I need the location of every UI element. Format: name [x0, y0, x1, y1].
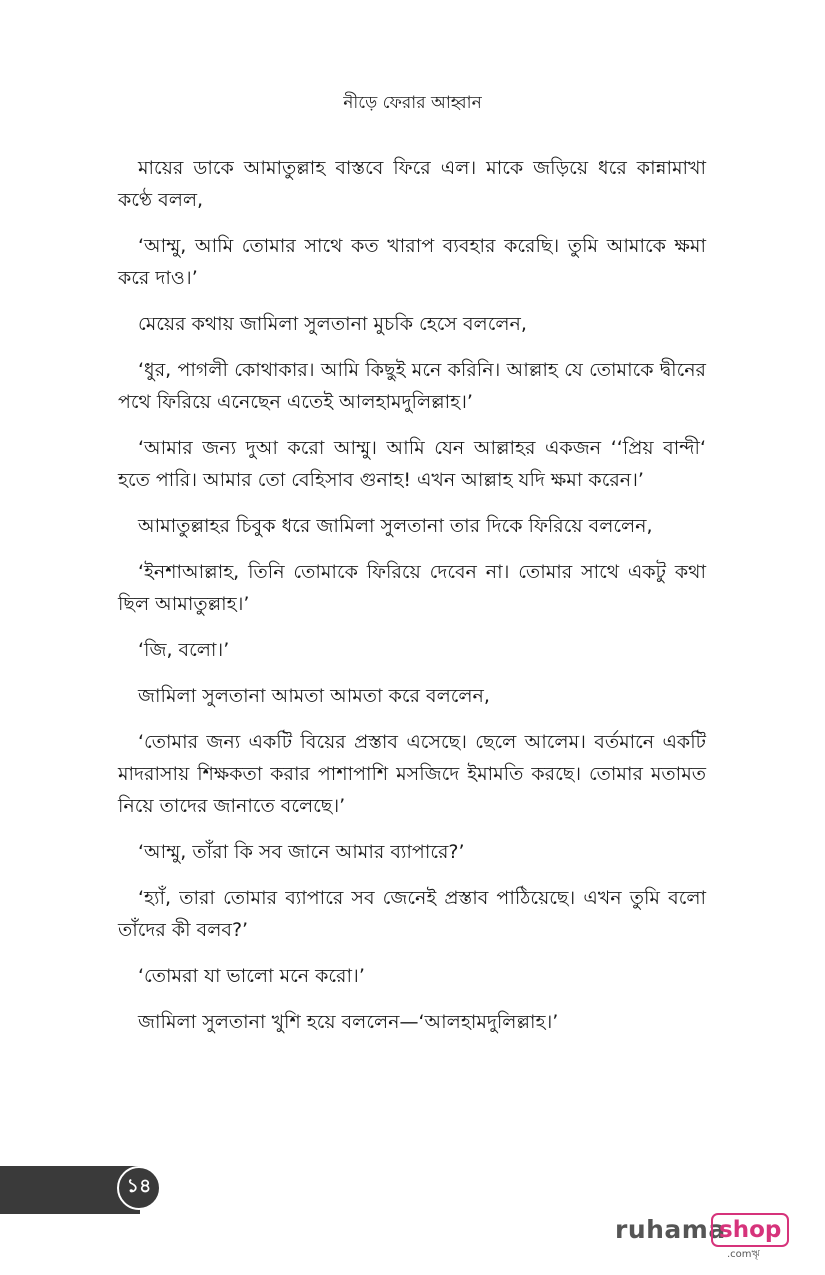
logo-suffix: .comৠ	[727, 1249, 760, 1260]
paragraph: মেয়ের কথায় জামিলা সুলতানা মুচকি হেসে বললেন,	[138, 313, 527, 335]
paragraph: জামিলা সুলতানা আমতা আমতা করে বললেন,	[138, 685, 490, 707]
paragraph: ‘তোমরা যা ভালো মনে করো।’	[138, 965, 365, 987]
paragraph: ‘হ্যাঁ, তারা তোমার ব্যাপারে সব জেনেই প্রস্তাব পাঠিয়েছে। এখন তুমি বলো তাঁদের কী বলব?’	[118, 887, 706, 941]
page-number-badge	[117, 1166, 161, 1210]
paragraph: ‘ইনশাআল্লাহ, তিনি তোমাকে ফিরিয়ে দেবেন না। তোমার সাথে একটু কথা ছিল আমাতুল্লাহ।’	[118, 561, 706, 615]
paragraph: জামিলা সুলতানা খুশি হয়ে বললেন—‘আলহামদুলিল্লাহ।’	[138, 1011, 559, 1033]
logo-brand: ruhama	[615, 1215, 726, 1244]
body-text	[118, 152, 706, 1052]
paragraph: ‘আম্মু, আমি তোমার সাথে কত খারাপ ব্যবহার করেছি। তুমি আমাকে ক্ষমা করে দাও।’	[118, 235, 706, 289]
page-number: ১৪	[126, 1175, 152, 1197]
running-head: নীড়ে ফেরার আহ্বান	[343, 93, 482, 113]
paragraph: ‘ধুর, পাগলী কোথাকার। আমি কিছুই মনে করিনি। আল্লাহ যে তোমাকে দ্বীনের পথে ফিরিয়ে এনেছেন এতেই আলহামদুলিল্লাহ।’	[118, 359, 706, 413]
paragraph: মায়ের ডাকে আমাতুল্লাহ বাস্তবে ফিরে এল। মাকে জড়িয়ে ধরে কান্নামাখা কণ্ঠে বলল,	[118, 157, 706, 211]
paragraph: ‘জি, বলো।’	[138, 639, 230, 661]
paragraph: ‘তোমার জন্য একটি বিয়ের প্রস্তাব এসেছে। ছেলে আলেম। বর্তমানে একটি মাদরাসায় শিক্ষকতা করার পাশাপাশি মসজিদে ইমামতি করছে। তোমার মতামত নিয়ে তাদের জানাতে বলেছে।’	[118, 731, 706, 817]
logo-highlight: shop	[719, 1217, 782, 1243]
paragraph: আমাতুল্লাহর চিবুক ধরে জামিলা সুলতানা তার দিকে ফিরিয়ে বললেন,	[138, 515, 653, 537]
logo-highlight-box	[711, 1213, 789, 1247]
paragraph: ‘আম্মু, তাঁরা কি সব জানে আমার ব্যাপারে?’	[138, 841, 465, 863]
publisher-logo	[615, 1213, 785, 1259]
paragraph: ‘আমার জন্য দুআ করো আম্মু। আমি যেন আল্লাহর একজন ‘‘প্রিয় বান্দী‘ হতে পারি। আমার তো বেহিসাব গুনাহ! এখন আল্লাহ যদি ক্ষমা করেন।’	[118, 437, 706, 491]
